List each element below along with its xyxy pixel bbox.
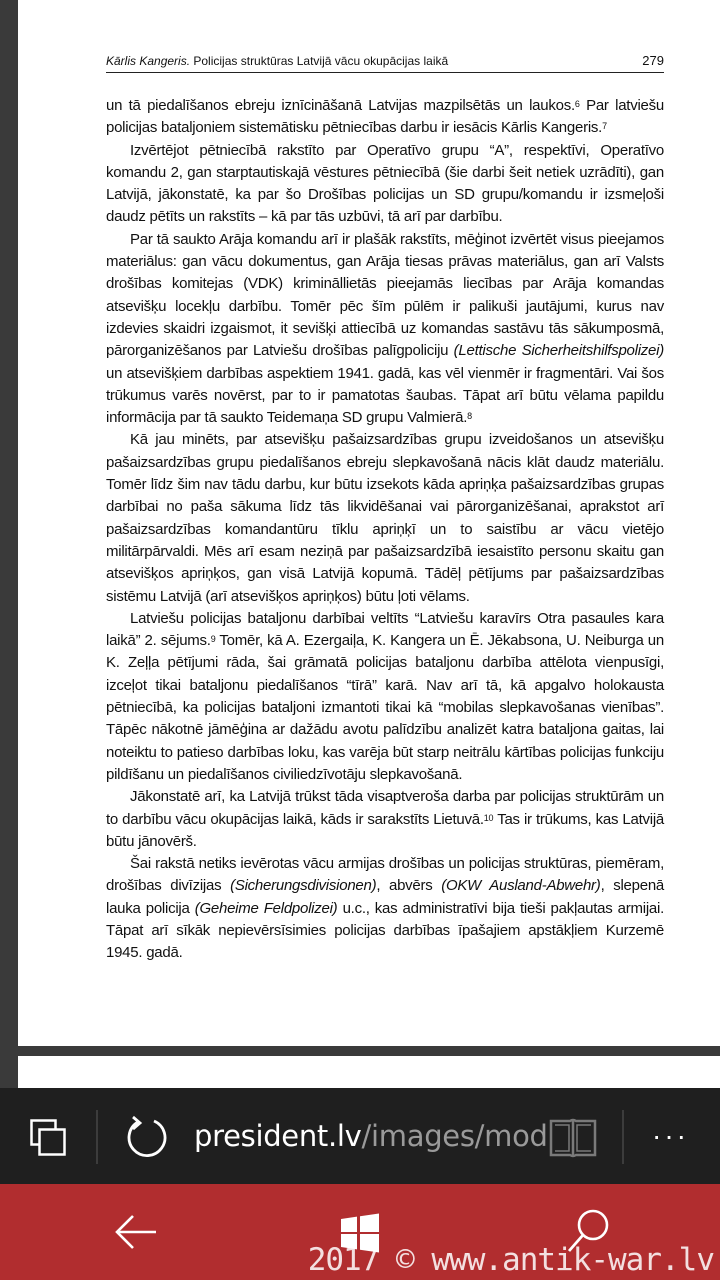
body-text bbox=[106, 95, 664, 965]
paragraph-text: Par tā saukto Arāja komandu arī ir plašāk rakstīts, mēģinot izvērtēt visus pieejamos materiālus: gan vācu dokumentus, gan Arāja tiesas prāvas materiālus, gan arī Valsts drošības komitejas (VDK) krimināllietās pieejamās liecības par Arāja komandas atsevišķu locekļu darbību. Tomēr pēc šīm pūlēm ir palikuši jautājumi, kurus nav izdevies skaidri izgaismot, it sevišķi attiecībā uz komandas sastāvu tās sākumposmā, pārorganizēšanos par Latviešu drošības palīgpoliciju bbox=[106, 230, 664, 360]
paragraph bbox=[106, 95, 664, 140]
italic-term: (OKW Ausland-Abwehr) bbox=[441, 877, 601, 895]
paragraph bbox=[106, 429, 664, 607]
paragraph-text: , slepenā lauka policija bbox=[106, 877, 665, 917]
toolbar-separator bbox=[622, 1110, 624, 1164]
paragraph-text: un atsevišķiem darbības aspektiem 1941. gadā, kas vēl vienmēr ir fragmentāri. Vai šos trūkumus varēs novērst, par to ir pamatotas šaubas. Tāpat arī būtu vēlama papildu informācija par tā saukto Teidemaņa SD grupu Valmierā. bbox=[106, 364, 664, 427]
tabs-icon[interactable] bbox=[30, 1119, 66, 1157]
paragraph-text: Jākonstatē arī, ka Latvijā trūkst tāda visaptveroša darba par policijas struktūrām un to darbību vācu okupācijas laikā, kāds ir sarakstīts Lietuvā. bbox=[106, 788, 664, 828]
header-author: Kārlis Kangeris. bbox=[106, 54, 191, 68]
paragraph bbox=[106, 608, 664, 786]
paragraph bbox=[106, 853, 664, 964]
page-number: 279 bbox=[642, 53, 664, 68]
paragraph-text: u.c., kas administratīvi bija tieši pakļautas armijai. Tāpat arī sīkāk nepievērsīsimies policijas darbības īpašajiem apstākļiem Kurzemē 1945. gadā. bbox=[106, 899, 664, 962]
paragraph-text: Tas ir trūkums, kas Latvijā būtu jānovērš. bbox=[106, 810, 664, 850]
footnote-ref: 10 bbox=[483, 812, 494, 823]
back-icon[interactable] bbox=[112, 1208, 160, 1256]
header-title: Policijas struktūras Latvijā vācu okupācijas laikā bbox=[190, 54, 449, 68]
next-page bbox=[18, 1056, 720, 1088]
paragraph-text: un tā piedalīšanos ebreju iznīcināšanā Latvijas mazpilsētās un laukos. bbox=[106, 97, 575, 114]
footnote-ref: 8 bbox=[467, 411, 472, 422]
toolbar-separator bbox=[96, 1110, 98, 1164]
paragraph-text: Tomēr, kā A. Ezergaiļa, K. Kangera un Ē. Jēkabsona, U. Neiburga un K. Zeļļa pētījumi rāda, šai grāmatā policijas bataljonu darbība attēlota vienpusīgi, izceļot tikai bataljonu piedalīšanos “tīrā” karā. Nav arī tā, kā apgalvo holokausta pētniecībā, ka policijas bataljoni izmantoti tikai kā “mobilas slepkavošanas vienības”. Tāpēc nākotnē jāmēģina ar dažādu avotu palīdzību analizēt katra bataljona gaitas, lai noteiktu to patieso darbības loku, kas varēja būt starp neitrālu kārtības policijas funkciju pildīšanu un piedalīšanos civiliedzīvotāju slepkavošanā. bbox=[106, 632, 664, 783]
paragraph bbox=[106, 229, 664, 430]
paragraph-text: Šai rakstā netiks ievērotas vācu armijas drošības un policijas struktūras, piemēram, drošības divīzijas bbox=[106, 855, 664, 895]
reading-view-icon[interactable] bbox=[548, 1115, 598, 1161]
paragraph bbox=[106, 140, 664, 229]
running-header bbox=[106, 52, 664, 73]
paragraph-text: Par latviešu policijas bataljoniem sistemātisku pētniecības darbu ir iesācis Kārlis Kangeris. bbox=[106, 97, 664, 137]
paragraph-text: Izvērtējot pētniecībā rakstīto par Operatīvo grupu “A”, respektīvi, Operatīvo komandu 2, gan starptautiskajā vēstures pētniecībā (šie darbi šeit netiek uzrādīti), gan Latvijā, jākonstatē, ka par šo Drošības policijas un SD grupu/komandu ir izsmeļoši daudz pētīts un rakstīts – kā par tās uzbūvi, tā arī par darbību. bbox=[106, 141, 664, 226]
footnote-ref: 9 bbox=[210, 634, 216, 645]
paragraph-text: Kā jau minēts, par atsevišķu pašaizsardzības grupu izveidošanos un atsevišķu pašaizsardzības grupu piedalīšanos ebreju slepkavošanā nācis klāt daudz materiālu. Tomēr līdz šim nav tādu darbu, kur būtu izsekots kāda apriņķa pašaizsardzības grupas darbībai no paša sākuma līdz tās likvidēšanai vai pārorganizēšanai, aprakstot arī pašaizsardzības komandantūru tīklu apriņķī un to saistību ar vācu vietējo militārpārvaldi. Mēs arī esam neziņā par pašaizsardzībā iesaistīto personu skaitu gan atsevišķos apriņķos, gan visā Latvijā kopumā. Tādēļ pētījums par pašaizsardzības sistēmu Latvijā (arī atsevišķos apriņķos) būtu ļoti vēlams. bbox=[106, 431, 664, 605]
paragraph bbox=[106, 786, 664, 853]
italic-term: (Geheime Feldpolizei) bbox=[194, 899, 338, 917]
url-field[interactable] bbox=[194, 1119, 548, 1153]
footnote-ref: 6 bbox=[574, 99, 580, 109]
url-path: /images/mod bbox=[361, 1119, 548, 1153]
italic-term: (Lettische Sicherheitshilfspolizei) bbox=[453, 342, 664, 360]
more-icon[interactable]: ··· bbox=[652, 1120, 689, 1151]
paragraph-text: , abvērs bbox=[376, 877, 442, 895]
watermark: 2017 © www.antik-war.lv bbox=[307, 1242, 714, 1278]
paragraph-text: Latviešu policijas bataljonu darbībai veltīts “Latviešu karavīrs Otra pasaules kara laikā” 2. sējums. bbox=[106, 609, 664, 650]
url-domain: president.lv bbox=[194, 1119, 362, 1153]
footnote-ref: 7 bbox=[602, 121, 607, 132]
italic-term: (Sicherungsdivisionen) bbox=[230, 877, 377, 895]
refresh-icon[interactable] bbox=[122, 1114, 170, 1162]
page-separator bbox=[18, 1046, 720, 1056]
